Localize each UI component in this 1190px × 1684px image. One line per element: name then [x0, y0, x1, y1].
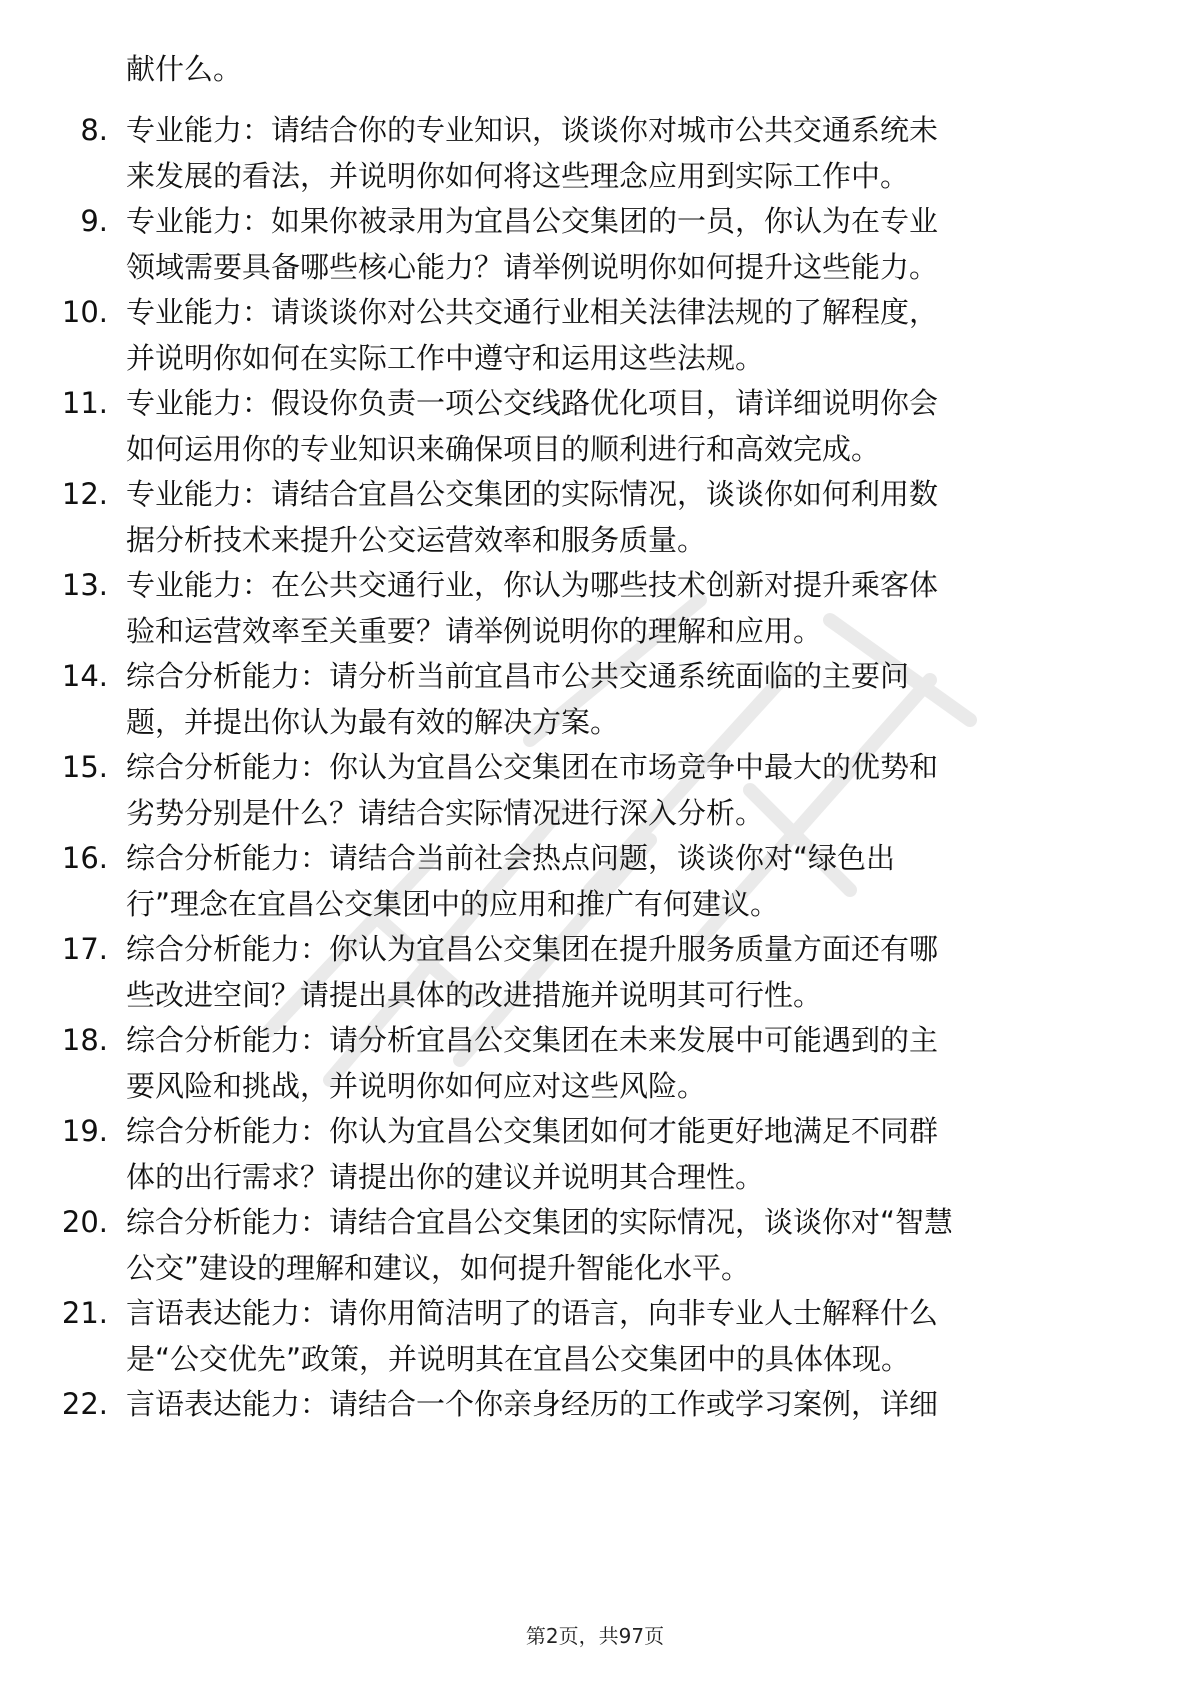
list-item — [0, 107, 1190, 201]
item-text-line: 劣势分别是什么？请结合实际情况进行深入分析。 — [126, 796, 765, 830]
item-number: 14. — [61, 659, 108, 693]
item-text-line: 据分析技术来提升公交运营效率和服务质量。 — [126, 523, 707, 557]
list-item — [0, 562, 1190, 656]
item-text-line: 题，并提出你认为最有效的解决方案。 — [126, 705, 620, 739]
item-text-line: 如何运用你的专业知识来确保项目的顺利进行和高效完成。 — [126, 432, 881, 466]
list-item — [0, 198, 1190, 292]
page-number-footer: 第2页，共97页 — [525, 1624, 665, 1648]
item-text-line: 要风险和挑战，并说明你如何应对这些风险。 — [126, 1069, 707, 1103]
item-text-line: 公交”建设的理解和建议，如何提升智能化水平。 — [126, 1251, 751, 1285]
list-item — [0, 1108, 1190, 1202]
list-item — [0, 744, 1190, 838]
item-text-line: 综合分析能力：请结合当前社会热点问题，谈谈你对“绿色出 — [126, 841, 896, 875]
item-text-line: 验和运营效率至关重要？请举例说明你的理解和应用。 — [126, 614, 823, 648]
item-number: 10. — [61, 295, 108, 329]
item-text-line: 专业能力：请结合你的专业知识，谈谈你对城市公共交通系统未 — [126, 113, 939, 147]
item-number: 12. — [61, 477, 108, 511]
item-number: 9. — [80, 204, 108, 238]
item-text-line: 专业能力：请谈谈你对公共交通行业相关法律法规的了解程度， — [126, 295, 939, 329]
item-text-line: 并说明你如何在实际工作中遵守和运用这些法规。 — [126, 341, 765, 375]
item-text-line: 综合分析能力：你认为宜昌公交集团如何才能更好地满足不同群 — [126, 1114, 939, 1148]
item-text-line: 言语表达能力：请你用简洁明了的语言，向非专业人士解释什么 — [126, 1296, 939, 1330]
item-text-line: 专业能力：在公共交通行业，你认为哪些技术创新对提升乘客体 — [126, 568, 939, 602]
list-item — [0, 653, 1190, 747]
item-number: 18. — [61, 1023, 108, 1057]
item-text-line: 综合分析能力：请分析当前宜昌市公共交通系统面临的主要问 — [126, 659, 910, 693]
item-text-line: 专业能力：如果你被录用为宜昌公交集团的一员，你认为在专业 — [126, 204, 939, 238]
item-number: 13. — [61, 568, 108, 602]
item-number: 8. — [80, 113, 108, 147]
list-item — [0, 1290, 1190, 1384]
list-item — [0, 1017, 1190, 1111]
list-item — [0, 289, 1190, 383]
item-text-line: 综合分析能力：你认为宜昌公交集团在提升服务质量方面还有哪 — [126, 932, 939, 966]
item-number: 16. — [61, 841, 108, 875]
item-number: 17. — [61, 932, 108, 966]
list-item — [0, 1381, 1190, 1475]
item-text-line: 领域需要具备哪些核心能力？请举例说明你如何提升这些能力。 — [126, 250, 939, 284]
item-text-line: 专业能力：请结合宜昌公交集团的实际情况，谈谈你如何利用数 — [126, 477, 939, 511]
item-text-line: 综合分析能力：请结合宜昌公交集团的实际情况，谈谈你对“智慧 — [126, 1205, 954, 1239]
list-item — [0, 380, 1190, 474]
continuation-text: 献什么。 — [126, 52, 243, 86]
item-text-line: 行”理念在宜昌公交集团中的应用和推广有何建议。 — [126, 887, 780, 921]
list-item — [0, 1199, 1190, 1293]
item-number: 11. — [61, 386, 108, 420]
item-text-line: 来发展的看法，并说明你如何将这些理念应用到实际工作中。 — [126, 159, 910, 193]
item-text-line: 是“公交优先”政策，并说明其在宜昌公交集团中的具体体现。 — [126, 1342, 911, 1376]
item-number: 20. — [61, 1205, 108, 1239]
item-text-line: 综合分析能力：请分析宜昌公交集团在未来发展中可能遇到的主 — [126, 1023, 939, 1057]
item-number: 22. — [61, 1387, 108, 1421]
item-number: 19. — [61, 1114, 108, 1148]
list-item — [0, 471, 1190, 565]
item-number: 15. — [61, 750, 108, 784]
item-text-line: 言语表达能力：请结合一个你亲身经历的工作或学习案例，详细 — [126, 1387, 939, 1421]
list-item — [0, 926, 1190, 1020]
item-number: 21. — [61, 1296, 108, 1330]
item-text-line: 专业能力：假设你负责一项公交线路优化项目，请详细说明你会 — [126, 386, 939, 420]
item-text-line: 综合分析能力：你认为宜昌公交集团在市场竞争中最大的优势和 — [126, 750, 939, 784]
item-text-line: 些改进空间？请提出具体的改进措施并说明其可行性。 — [126, 978, 823, 1012]
list-item — [0, 835, 1190, 929]
item-text-line: 体的出行需求？请提出你的建议并说明其合理性。 — [126, 1160, 765, 1194]
